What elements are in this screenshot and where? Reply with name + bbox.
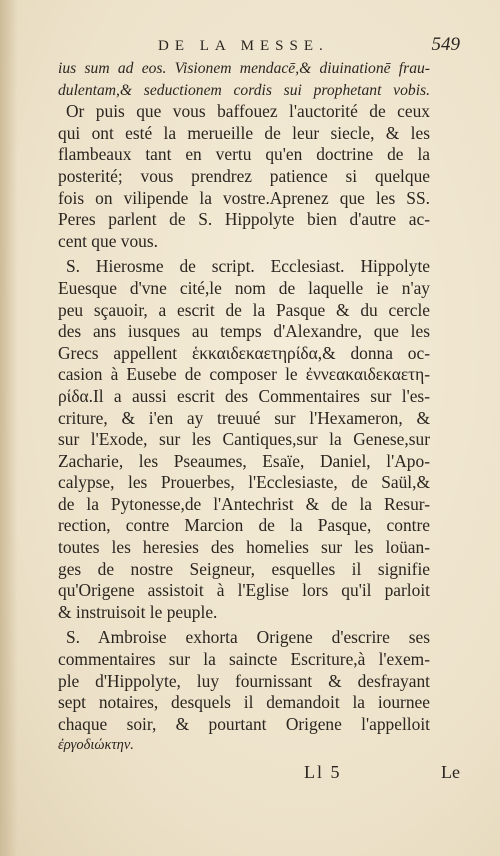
text-line: sept notaires, desquels il demandoit la iournee [58, 692, 430, 713]
text-line: ple d'Hippolyte, luy fournissant & desfrayant [58, 670, 430, 691]
text-line: peu sçauoir, a escrit de la Pasque & du cercle [58, 299, 430, 320]
page-number: 549 [431, 34, 460, 55]
text-line: S. Ambroise exhorta Origene d'escrire ses [66, 627, 430, 648]
running-title: DE LA MESSE. [158, 38, 329, 54]
text-line: calypse, les Prouerbes, l'Ecclesiaste, de Saül,& [58, 472, 430, 493]
text-line: de la Pytonesse,de l'Antechrist & de la Resur- [58, 493, 430, 514]
page-gutter-shadow [0, 0, 18, 856]
text-line: ρίδα.Il a aussi escrit des Commentaires sur l'es- [58, 385, 430, 406]
text-line: Grecs appellent ἑκκαιδεκαετηρίδα,& donna oc- [58, 342, 430, 363]
page-body-text [58, 58, 430, 757]
text-line: ius sum ad eos. Visionem mendacē,& diuinationē frau- [58, 60, 430, 77]
text-line: Zacharie, les Pseaumes, Esaïe, Daniel, l'Apo- [58, 450, 430, 471]
signature-mark: Ll 5 [304, 762, 342, 782]
text-line: flambeaux tant en vertu qu'en doctrine de la [58, 144, 430, 165]
page-footer [58, 762, 460, 788]
text-line: S. Hierosme de script. Ecclesiast. Hippolyte [66, 256, 430, 277]
text-line: fois on vilipende la vostre.Aprenez que les SS. [58, 187, 430, 208]
catchword: Le [441, 762, 460, 782]
page-header [58, 34, 460, 60]
text-line: toutes les heresies des homelies sur les loüan- [58, 537, 430, 558]
text-line: cent que vous. [58, 230, 158, 251]
text-line: criture, & i'en ay treuué sur l'Hexameron, & [58, 407, 430, 428]
text-line: Peres parlent de S. Hippolyte bien d'autre ac- [58, 209, 430, 230]
text-line: posterité; vous prendrez patience si quelque [58, 165, 430, 186]
text-line: qu'Origene assistoit à l'Eglise lors qu'il parloit [58, 580, 430, 601]
text-line: dulentam,& seductionem cordis sui prophetant vobis. [58, 81, 430, 99]
text-line: rection, contre Marcion de la Pasque, contre [58, 515, 430, 536]
text-line: Or puis que vous baffouez l'auctorité de ceux [66, 101, 430, 122]
text-line: ges de nostre Seigneur, esquelles il signifie [58, 558, 430, 579]
text-line: des ans iusques au temps d'Alexandre, que les [58, 321, 430, 342]
text-line: casion à Eusebe de composer le ἐννεακαιδεκαετη- [58, 364, 430, 385]
text-line: ἐργοδιώκτην. [58, 737, 134, 754]
text-line: commentaires sur la saincte Escriture,à l'exem- [58, 649, 430, 670]
text-line: chaque soir, & pourtant Origene l'appelloit [58, 713, 430, 734]
text-line: qui ont esté la merueille de leur siecle, & les [58, 122, 430, 143]
text-line: & instruisoit le peuple. [58, 601, 218, 622]
text-line: Euesque d'vne cité,le nom de laquelle ie n'ay [58, 277, 430, 298]
text-line: sur l'Exode, sur les Cantiques,sur la Genese,sur [58, 429, 430, 450]
